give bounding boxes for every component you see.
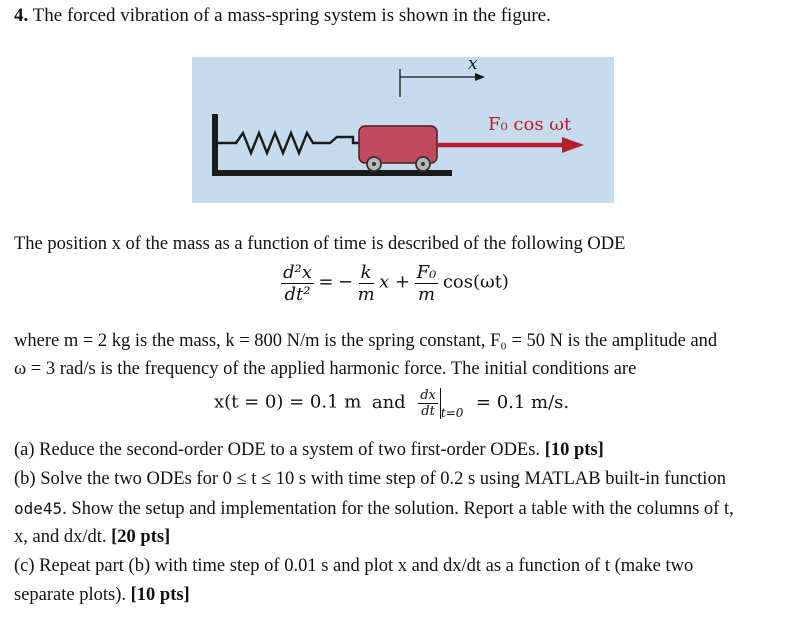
x-label: x	[468, 57, 478, 74]
initial-position: x(t = 0) = 0.1 m	[214, 391, 362, 413]
force-label: F₀ cos ωt	[488, 114, 572, 135]
ode-m1: m	[357, 284, 375, 305]
part-a-text: (a) Reduce the second-order ODE to a system of two first-order ODEs.	[14, 440, 545, 460]
part-b-line-1: (b) Solve the two ODEs for 0 ≤ t ≤ 10 s with time step of 0.2 s using MATLAB built-in function	[14, 469, 726, 489]
ground	[212, 170, 452, 176]
derivative-numerator: dx	[420, 388, 436, 403]
part-c-line-2	[14, 581, 190, 610]
part-a	[14, 436, 604, 465]
parameters-line-2: ω = 3 rad/s is the frequency of the applied harmonic force. The initial conditions are	[14, 359, 637, 379]
part-b-line-3-text: x, and dx/dt.	[14, 527, 112, 547]
ode-lhs	[281, 262, 314, 305]
wall	[212, 114, 218, 174]
ode-minus: −	[337, 271, 354, 293]
part-c-line-2-text: separate plots).	[14, 585, 131, 605]
derivative-denominator: dt	[421, 404, 435, 419]
ode-k: k	[360, 262, 372, 283]
part-b-line-2	[14, 494, 734, 524]
ode-equals: =	[318, 271, 334, 293]
initial-conditions	[214, 388, 569, 419]
part-a-points: [10 pts]	[544, 440, 604, 460]
ode-f0-over-m	[415, 262, 439, 305]
ode-cos-term: cos(ωt)	[442, 271, 509, 293]
initial-and: and	[371, 391, 406, 413]
parameters-line-1: where m = 2 kg is the mass, k = 800 N/m is the spring constant, F₀ = 50 N is the amplitude and	[14, 331, 718, 351]
problem-number: 4.	[14, 5, 29, 26]
ode-f0: F₀	[416, 262, 437, 283]
problem-heading-text: The forced vibration of a mass-spring system is shown in the figure.	[28, 5, 551, 26]
part-b-code: ode45	[14, 499, 63, 518]
ode-lhs-numerator: d²x	[283, 262, 312, 283]
part-b-points: [20 pts]	[111, 527, 171, 547]
intro-text: The position x of the mass as a function of time is described of the following ODE	[14, 234, 626, 254]
ode-equation	[281, 262, 509, 305]
ode-x-term: x +	[379, 271, 411, 293]
problem-heading	[14, 4, 551, 28]
ode-m2: m	[417, 284, 436, 305]
part-c-line-1: (c) Repeat part (b) with time step of 0.01 s and plot x and dx/dt as a function of t (make two	[14, 556, 694, 576]
ode-lhs-denominator: dt²	[284, 284, 311, 305]
mass-spring-figure	[192, 57, 614, 203]
part-b-line-3	[14, 523, 170, 552]
part-c-points: [10 pts]	[130, 585, 190, 605]
derivative-eval-subscript: t=0	[440, 405, 464, 420]
part-b-line-2-text: . Show the setup and implementation for the solution. Report a table with the columns of t,	[62, 499, 734, 519]
initial-velocity: = 0.1 m/s.	[475, 391, 570, 413]
initial-velocity-derivative	[418, 388, 441, 419]
ode-k-over-m	[358, 262, 375, 305]
